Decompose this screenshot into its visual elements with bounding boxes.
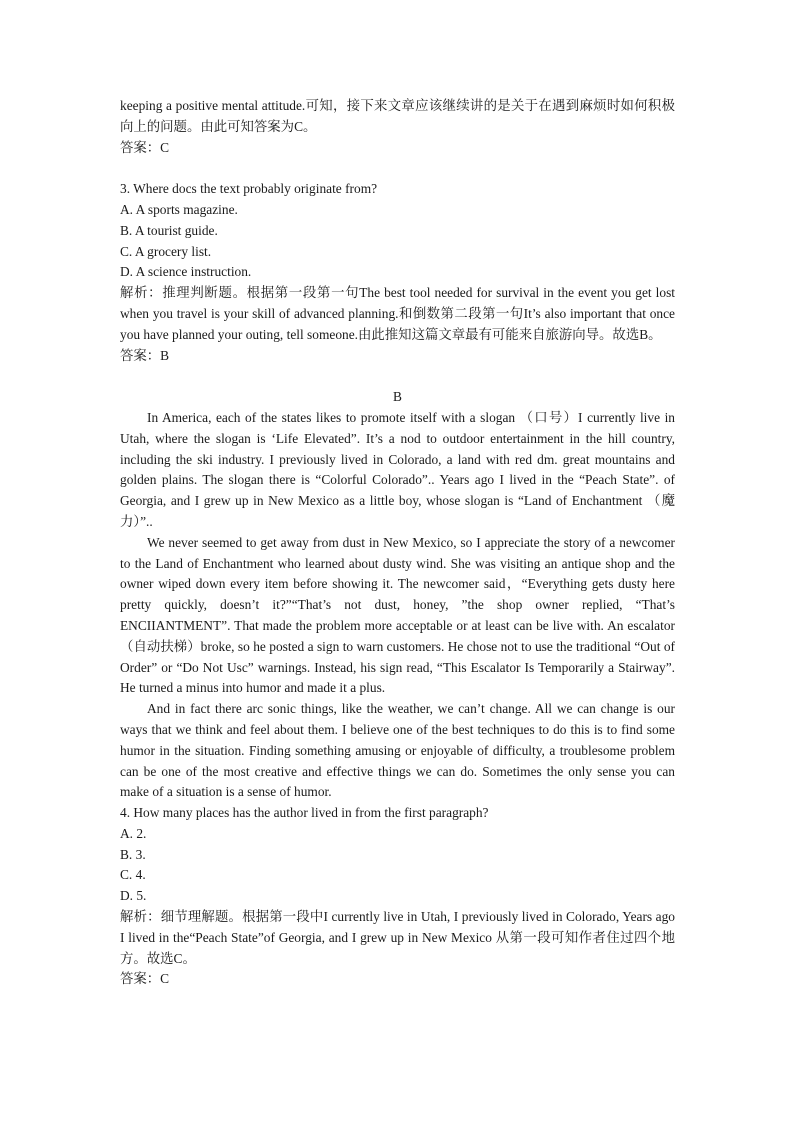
question-4-option-c: C. 4. — [120, 867, 146, 883]
previous-question-block — [120, 96, 675, 158]
question-3-option-b: B. A tourist guide. — [120, 222, 218, 238]
passage-heading: B — [393, 389, 402, 405]
question-3-text: 3. Where docs the text probably originate from? — [120, 181, 378, 197]
passage-paragraph-2: We never seemed to get away from dust in New Mexico, so I appreciate the story of a newcomer to the Land of Enchantment who learned about dusty wind. She was visiting an antique shop and the owner wiped down every item before showing it. The newcomer said，“Everything gets dusty here pretty quickly, doesn’t it?”“That’s not dust, honey, ”the shop owner replied, “That’s ENCIIANTMENT”. That made the problem more acceptable or at least can be live with. An escalator（自动扶梯）broke, so he posted a sign to warn customers. He chose not to use the traditional “Out of Order” or “Do Not Usc” warnings. Instead, his sign read, “This Escalator Is Temporarily a Stairway”. He turned a minus into humor and made it a plus. — [120, 534, 675, 696]
question-4-block — [120, 803, 675, 990]
spacer — [120, 366, 675, 387]
question-4-answer: 答案：C — [120, 971, 170, 987]
document-page — [120, 96, 675, 990]
question-4-option-d: D. 5. — [120, 888, 147, 904]
spacer — [120, 158, 675, 179]
analysis-tail: keeping a positive mental attitude.可知，接下来文章应该继续讲的是关于在遇到麻烦时如何积极向上的问题。由此可知答案为C。 — [120, 98, 675, 134]
question-4-text: 4. How many places has the author lived in from the first paragraph? — [120, 805, 489, 821]
question-3-option-a: A. A sports magazine. — [120, 201, 238, 217]
passage-paragraph-1: In America, each of the states likes to promote itself with a slogan （口号）I currently live in Utah, where the slogan is ‘Life Elevated”. It’s a nod to outdoor entertainment in the hill country, including the ski industry. I previously lived in Colorado, a land with red dm. great mountains and golden plains. The slogan there is “Colorful Colorado”.. Years ago I lived in the “Peach State”. of Georgia, and I grew up in New Mexico as a little boy, whose slogan is “Land of Enchantment （魔力）”.. — [120, 409, 675, 529]
question-3-option-d: D. A science instruction. — [120, 264, 252, 280]
question-3-option-c: C. A grocery list. — [120, 243, 212, 259]
question-4-option-b: B. 3. — [120, 846, 146, 862]
question-3-analysis: 解析：推理判断题。根据第一段第一句The best tool needed for survival in the event you get lost when you travel is your skill of advanced planning.和倒数第二段第一句It’s also important that once you have planned your outing, tell someone.由此推知这篇文章最有可能来自旅游向导。故选B。 — [120, 285, 675, 342]
question-3-answer: 答案：B — [120, 347, 170, 363]
question-3-block — [120, 179, 675, 366]
passage-b — [120, 387, 675, 803]
question-4-analysis: 解析：细节理解题。根据第一段中I currently live in Utah, I previously lived in Colorado, Years ago I lived in the“Peach State”of Georgia, and I grew up in New Mexico 从第一段可知作者住过四个地方。故选C。 — [120, 909, 675, 966]
question-4-option-a: A. 2. — [120, 825, 147, 841]
passage-paragraph-3: And in fact there arc sonic things, like the weather, we can’t change. All we can change is our ways that we think and feel about them. I believe one of the best techniques to do this is to find some humor in the situation. Finding something amusing or enjoyable of difficulty, a troublesome problem can be one of the most creative and effective things we can do. Sometimes the only sense you can make of a situation is a sense of humor. — [120, 701, 675, 800]
answer-line: 答案：C — [120, 139, 170, 155]
